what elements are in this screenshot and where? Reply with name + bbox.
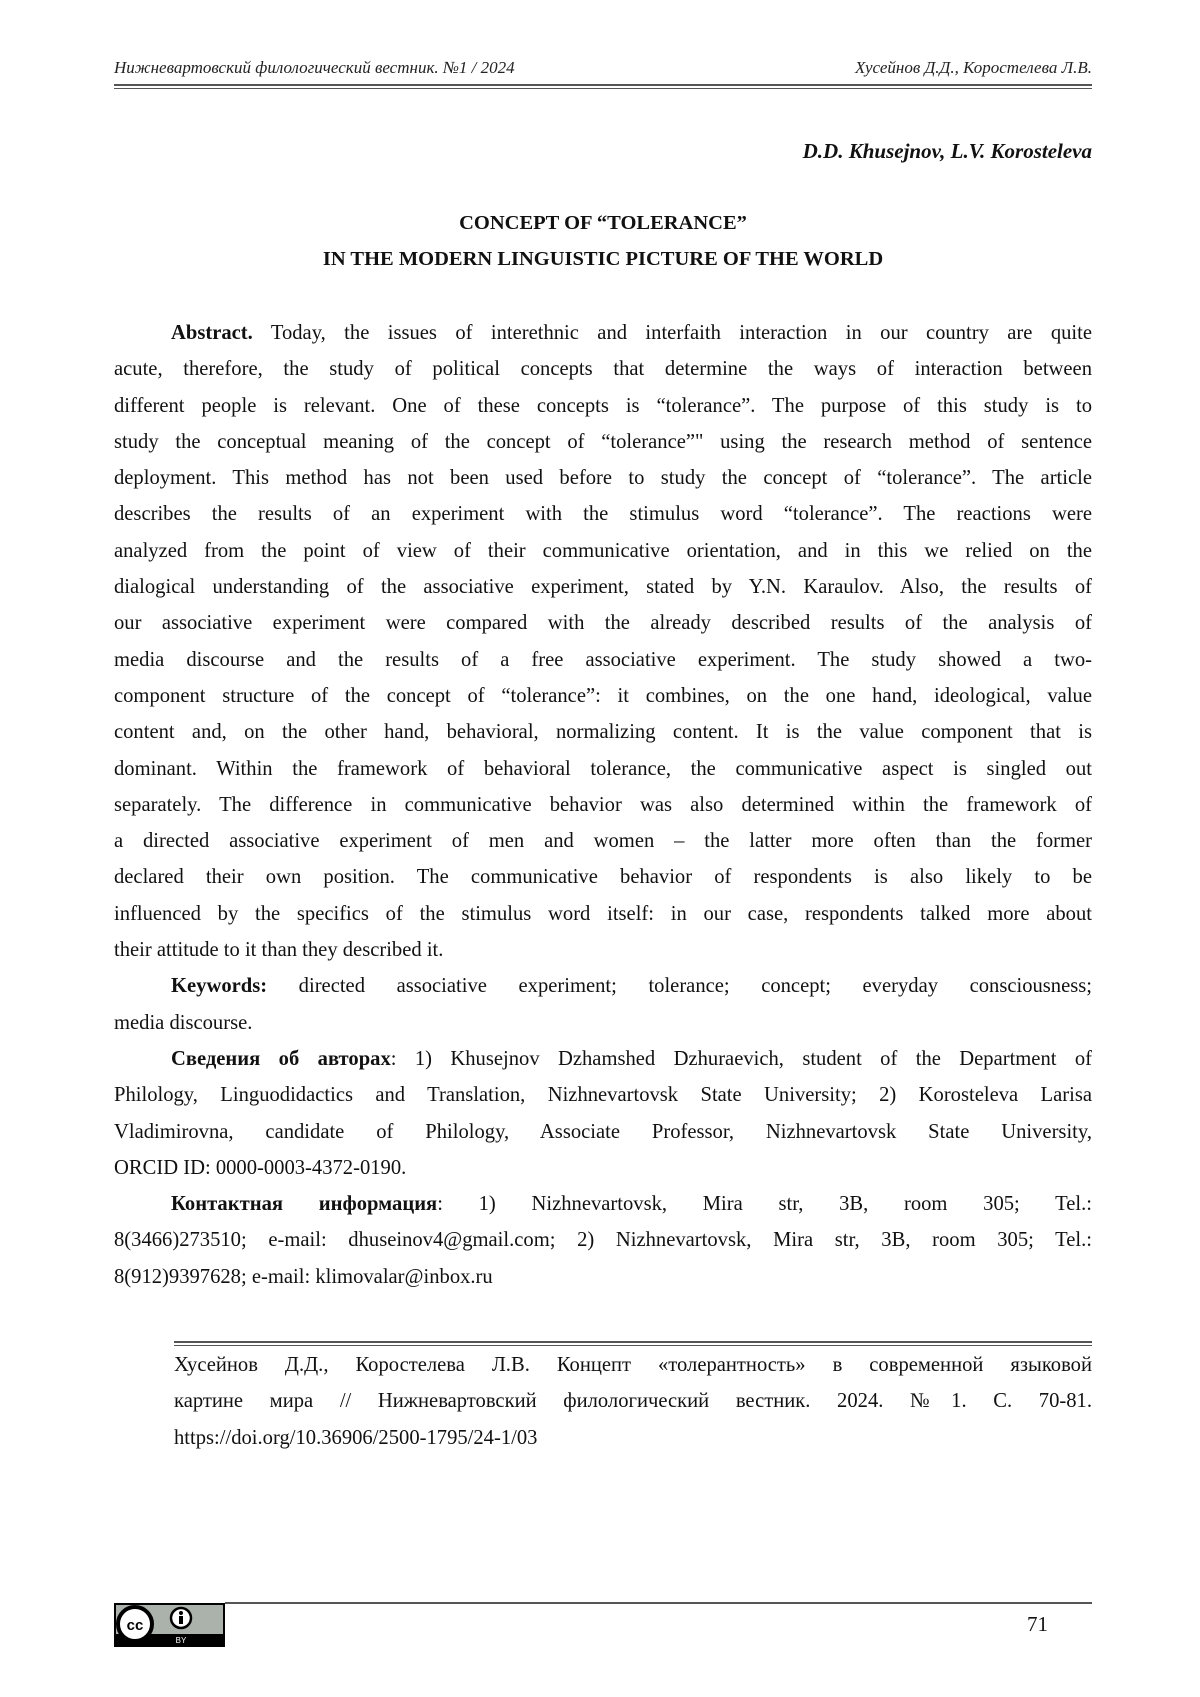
author-info-text: ORCID ID: 0000-0003-4372-0190. <box>114 1157 406 1179</box>
abstract-text: dialogical understanding of the associative experiment, stated by Y.N. Karaulov. Also, the results of <box>114 576 1092 598</box>
abstract-line <box>114 678 1092 714</box>
abstract-line <box>114 896 1092 932</box>
contact-info-text: 8(912)9397628; e-mail: klimovalar@inbox.ru <box>114 1266 493 1288</box>
abstract-line <box>114 714 1092 750</box>
abstract-line <box>114 569 1092 605</box>
contact-info-line <box>114 1259 1092 1295</box>
author-info-line <box>114 1150 1092 1186</box>
abstract-text: deployment. This method has not been used before to study the concept of “tolerance”. The article <box>114 467 1092 489</box>
abstract-line <box>114 859 1092 895</box>
abstract-text: media discourse and the results of a free associative experiment. The study showed a two- <box>114 649 1092 671</box>
abstract-text: different people is relevant. One of these concepts is “tolerance”. The purpose of this study is to <box>114 395 1092 417</box>
page-number: 71 <box>1027 1612 1048 1637</box>
svg-text:BY: BY <box>176 1636 187 1645</box>
keywords-label: Keywords: <box>171 975 267 997</box>
footer-rule <box>225 1602 1092 1605</box>
article-authors: D.D. Khusejnov, L.V. Korosteleva <box>803 139 1092 164</box>
article-body <box>114 315 1092 1295</box>
abstract-text: Today, the issues of interethnic and interfaith interaction in our country are quite <box>253 322 1092 344</box>
abstract-line <box>114 642 1092 678</box>
abstract-line <box>114 388 1092 424</box>
cc-by-license-badge[interactable] <box>114 1603 225 1647</box>
svg-text:cc: cc <box>127 1617 144 1634</box>
contact-info-text: : 1) Nizhnevartovsk, Mira str, 3B, room 305; Tel.: <box>437 1193 1092 1215</box>
abstract-text: analyzed from the point of view of their communicative orientation, and in this we relied on the <box>114 540 1092 562</box>
citation-rule <box>174 1341 1092 1346</box>
abstract-text: our associative experiment were compared with the already described results of the analysis of <box>114 612 1092 634</box>
abstract-line <box>114 351 1092 387</box>
running-header-authors: Хусейнов Д.Д., Коростелева Л.В. <box>855 58 1092 78</box>
keywords-line <box>114 968 1092 1004</box>
citation <box>174 1347 1092 1456</box>
abstract-text: separately. The difference in communicative behavior was also determined within the framework of <box>114 794 1092 816</box>
abstract-line <box>114 932 1092 968</box>
abstract-line <box>114 823 1092 859</box>
abstract-text: acute, therefore, the study of political concepts that determine the ways of interaction between <box>114 358 1092 380</box>
author-info-line <box>114 1041 1092 1077</box>
contact-info-label: Контактная информация <box>171 1193 437 1215</box>
citation-line: картине мира // Нижневартовский филологический вестник. 2024. №1. С. 70-81. <box>174 1383 1092 1419</box>
abstract-text: component structure of the concept of “tolerance”: it combines, on the one hand, ideological, value <box>114 685 1092 707</box>
cc-by-icon <box>116 1605 223 1645</box>
author-info-text: Philology, Linguodidactics and Translation, Nizhnevartovsk State University; 2) Korosteleva Larisa <box>114 1084 1092 1106</box>
abstract-text: their attitude to it than they described it. <box>114 939 443 961</box>
abstract-line <box>114 496 1092 532</box>
keywords-line <box>114 1005 1092 1041</box>
abstract-label: Abstract. <box>171 322 253 344</box>
contact-info-line <box>114 1222 1092 1258</box>
citation-line: Хусейнов Д.Д., Коростелева Л.В. Концепт «толерантность» в современной языковой <box>174 1347 1092 1383</box>
article-title-line-2: IN THE MODERN LINGUISTIC PICTURE OF THE WORLD <box>114 248 1092 271</box>
author-info-text: : 1) Khusejnov Dzhamshed Dzhuraevich, student of the Department of <box>391 1048 1092 1070</box>
abstract-text: a directed associative experiment of men and women – the latter more often than the former <box>114 830 1092 852</box>
header-rule <box>114 84 1092 89</box>
running-header-journal: Нижневартовский филологический вестник. №1 / 2024 <box>114 58 515 78</box>
abstract-line <box>114 751 1092 787</box>
abstract-line <box>114 533 1092 569</box>
keywords-text: directed associative experiment; tolerance; concept; everyday consciousness; <box>267 975 1092 997</box>
abstract-text: influenced by the specifics of the stimulus word itself: in our case, respondents talked more about <box>114 903 1092 925</box>
contact-info-line <box>114 1186 1092 1222</box>
abstract-text: declared their own position. The communicative behavior of respondents is also likely to be <box>114 866 1092 888</box>
contact-info-text: 8(3466)273510; e-mail: dhuseinov4@gmail.com; 2) Nizhnevartovsk, Mira str, 3B, room 305; Tel.: <box>114 1229 1092 1251</box>
article-title-line-1: CONCEPT OF “TOLERANCE” <box>114 212 1092 235</box>
abstract-text: describes the results of an experiment with the stimulus word “tolerance”. The reactions were <box>114 503 1092 525</box>
author-info-line <box>114 1077 1092 1113</box>
abstract-text: dominant. Within the framework of behavioral tolerance, the communicative aspect is singled out <box>114 758 1092 780</box>
abstract-line <box>114 460 1092 496</box>
abstract-line <box>114 424 1092 460</box>
keywords-text: media discourse. <box>114 1012 252 1034</box>
abstract-text: study the conceptual meaning of the concept of “tolerance”" using the research method of sentence <box>114 431 1092 453</box>
abstract-text: content and, on the other hand, behavioral, normalizing content. It is the value component that is <box>114 721 1092 743</box>
author-info-text: Vladimirovna, candidate of Philology, Associate Professor, Nizhnevartovsk State University, <box>114 1121 1092 1143</box>
author-info-line <box>114 1114 1092 1150</box>
author-info-label: Сведения об авторах <box>171 1048 391 1070</box>
abstract-line <box>114 787 1092 823</box>
citation-line[interactable]: https://doi.org/10.36906/2500-1795/24-1/03 <box>174 1420 1092 1456</box>
abstract-line <box>114 605 1092 641</box>
abstract-line <box>114 315 1092 351</box>
